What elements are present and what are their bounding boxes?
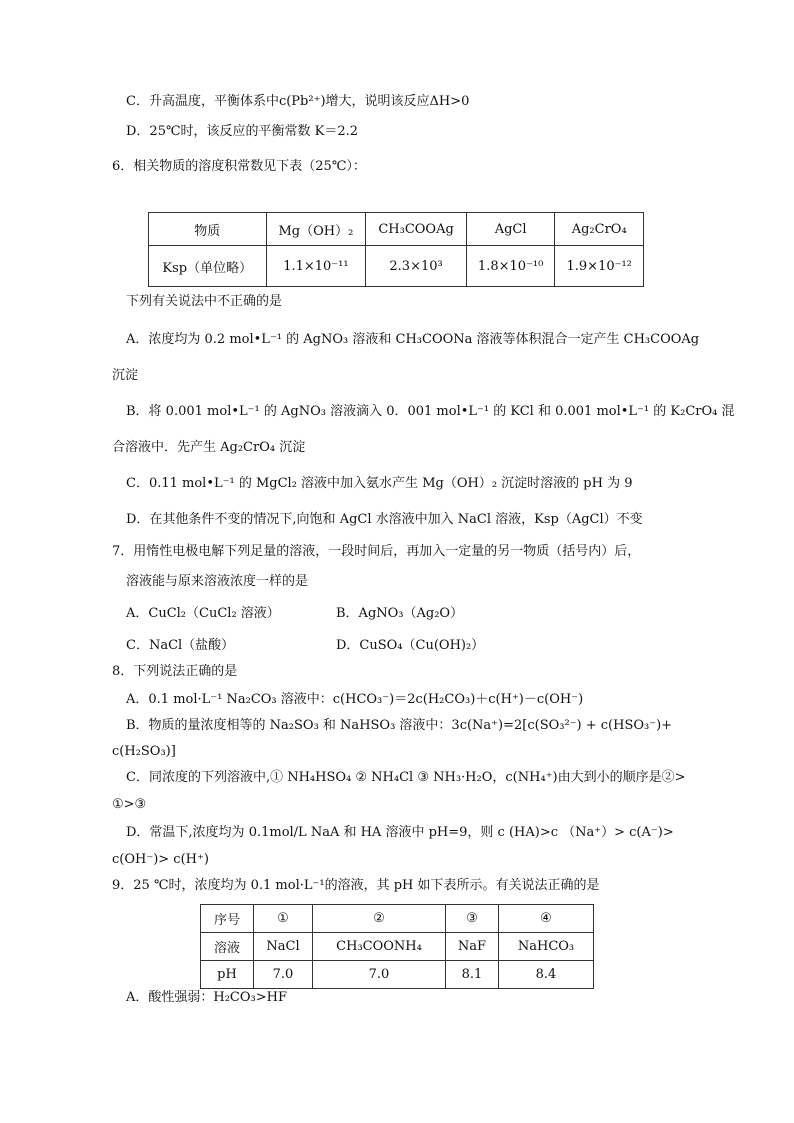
question-6-prompt: 下列有关说法中不正确的是 — [126, 294, 283, 309]
question-5-option-d: D．25℃时，该反应的平衡常数 K＝2.2 — [126, 124, 359, 139]
ph-cell: NaHCO₃ — [499, 933, 594, 961]
question-8-option-d-cont: c(OH⁻)> c(H⁺) — [112, 852, 209, 867]
ph-table-row — [201, 961, 594, 989]
question-9-option-a: A．酸性强弱：H₂CO₃>HF — [126, 990, 288, 1005]
ph-table-row — [201, 933, 594, 961]
question-8-option-b-cont: c(H₂SO₃)] — [112, 744, 176, 759]
question-7-stem-cont: 溶液能与原来溶液浓度一样的是 — [126, 574, 309, 589]
ph-cell: ② — [313, 905, 446, 933]
ph-cell: ④ — [499, 905, 594, 933]
question-8-stem: 8．下列说法正确的是 — [112, 664, 238, 679]
ksp-header-cell: AgCl — [466, 213, 555, 246]
question-6-stem: 6．相关物质的溶度积常数见下表（25℃）： — [112, 159, 366, 174]
ksp-value-cell: 1.8×10⁻¹⁰ — [466, 246, 555, 287]
ksp-header-cell: CH₃COOAg — [366, 213, 467, 246]
ksp-table-value-row — [149, 246, 644, 287]
ph-cell: pH — [201, 961, 254, 989]
ksp-header-cell: 物质 — [149, 213, 267, 246]
ksp-header-cell: Mg（OH）₂ — [266, 213, 366, 246]
ksp-table-header-row — [149, 213, 644, 246]
question-8-option-b: B．物质的量浓度相等的 Na₂SO₃ 和 NaHSO₃ 溶液中：3c(Na⁺)=2[c(SO₃²⁻) + c(HSO₃⁻)+ — [126, 718, 673, 733]
question-6-option-b: B．将 0.001 mol•L⁻¹ 的 AgNO₃ 溶液滴入 0．001 mol•L⁻¹ 的 KCl 和 0.001 mol•L⁻¹ 的 K₂CrO₄ 混 — [126, 404, 735, 419]
question-8-option-a: A．0.1 mol·L⁻¹ Na₂CO₃ 溶液中：c(HCO₃⁻)＝2c(H₂CO₃)＋c(H⁺)－c(OH⁻) — [126, 692, 584, 707]
ph-cell: 8.1 — [446, 961, 499, 989]
question-7-option-c: C．NaCl（盐酸） — [126, 638, 235, 653]
ph-cell: NaCl — [254, 933, 313, 961]
ph-cell: ③ — [446, 905, 499, 933]
ksp-header-cell: Ag₂CrO₄ — [555, 213, 644, 246]
ph-cell: ① — [254, 905, 313, 933]
question-8-option-d: D．常温下,浓度均为 0.1mol/L NaA 和 HA 溶液中 pH=9，则 c (HA)>c （Na⁺）> c(A⁻)> — [126, 825, 674, 840]
ksp-value-cell: 2.3×10³ — [366, 246, 467, 287]
ksp-value-cell: 1.1×10⁻¹¹ — [266, 246, 366, 287]
question-6-option-a-cont: 沉淀 — [112, 368, 139, 383]
ph-cell: NaF — [446, 933, 499, 961]
question-7-option-d: D．CuSO₄（Cu(OH)₂） — [336, 638, 485, 653]
question-6-option-d: D．在其他条件不变的情况下,向饱和 AgCl 水溶液中加入 NaCl 溶液，Ksp（AgCl）不变 — [126, 512, 643, 527]
ph-cell: 7.0 — [313, 961, 446, 989]
question-7-option-a: A．CuCl₂（CuCl₂ 溶液） — [126, 606, 280, 621]
question-5-option-c: C．升高温度，平衡体系中c(Pb²⁺)增大，说明该反应ΔH>0 — [126, 94, 470, 109]
question-6-option-a: A．浓度均为 0.2 mol•L⁻¹ 的 AgNO₃ 溶液和 CH₃COONa 溶液等体积混合一定产生 CH₃COOAg — [126, 332, 700, 347]
question-9-stem: 9．25 ℃时，浓度均为 0.1 mol·L⁻¹的溶液，其 pH 如下表所示。有关说法正确的是 — [112, 878, 600, 893]
question-7-stem: 7．用惰性电极电解下列足量的溶液，一段时间后，再加入一定量的另一物质（括号内）后， — [112, 544, 641, 559]
ph-table-row — [201, 905, 594, 933]
question-8-option-c-cont: ①>③ — [112, 797, 147, 812]
ksp-table — [148, 212, 644, 287]
question-6-option-b-cont: 合溶液中．先产生 Ag₂CrO₄ 沉淀 — [112, 440, 306, 455]
ksp-value-cell: 1.9×10⁻¹² — [555, 246, 644, 287]
ph-cell: 序号 — [201, 905, 254, 933]
ph-cell: 7.0 — [254, 961, 313, 989]
ph-cell: 溶液 — [201, 933, 254, 961]
ph-cell: CH₃COONH₄ — [313, 933, 446, 961]
question-6-option-c: C．0.11 mol•L⁻¹ 的 MgCl₂ 溶液中加入氨水产生 Mg（OH）₂ 沉淀时溶液的 pH 为 9 — [126, 476, 633, 491]
ph-cell: 8.4 — [499, 961, 594, 989]
question-7-option-b: B．AgNO₃（Ag₂O） — [336, 606, 464, 621]
ph-table — [200, 904, 594, 989]
ksp-value-cell: Ksp（单位略） — [149, 246, 267, 287]
question-8-option-c: C．同浓度的下列溶液中,① NH₄HSO₄ ② NH₄Cl ③ NH₃·H₂O，c(NH₄⁺)由大到小的顺序是②> — [126, 770, 686, 785]
